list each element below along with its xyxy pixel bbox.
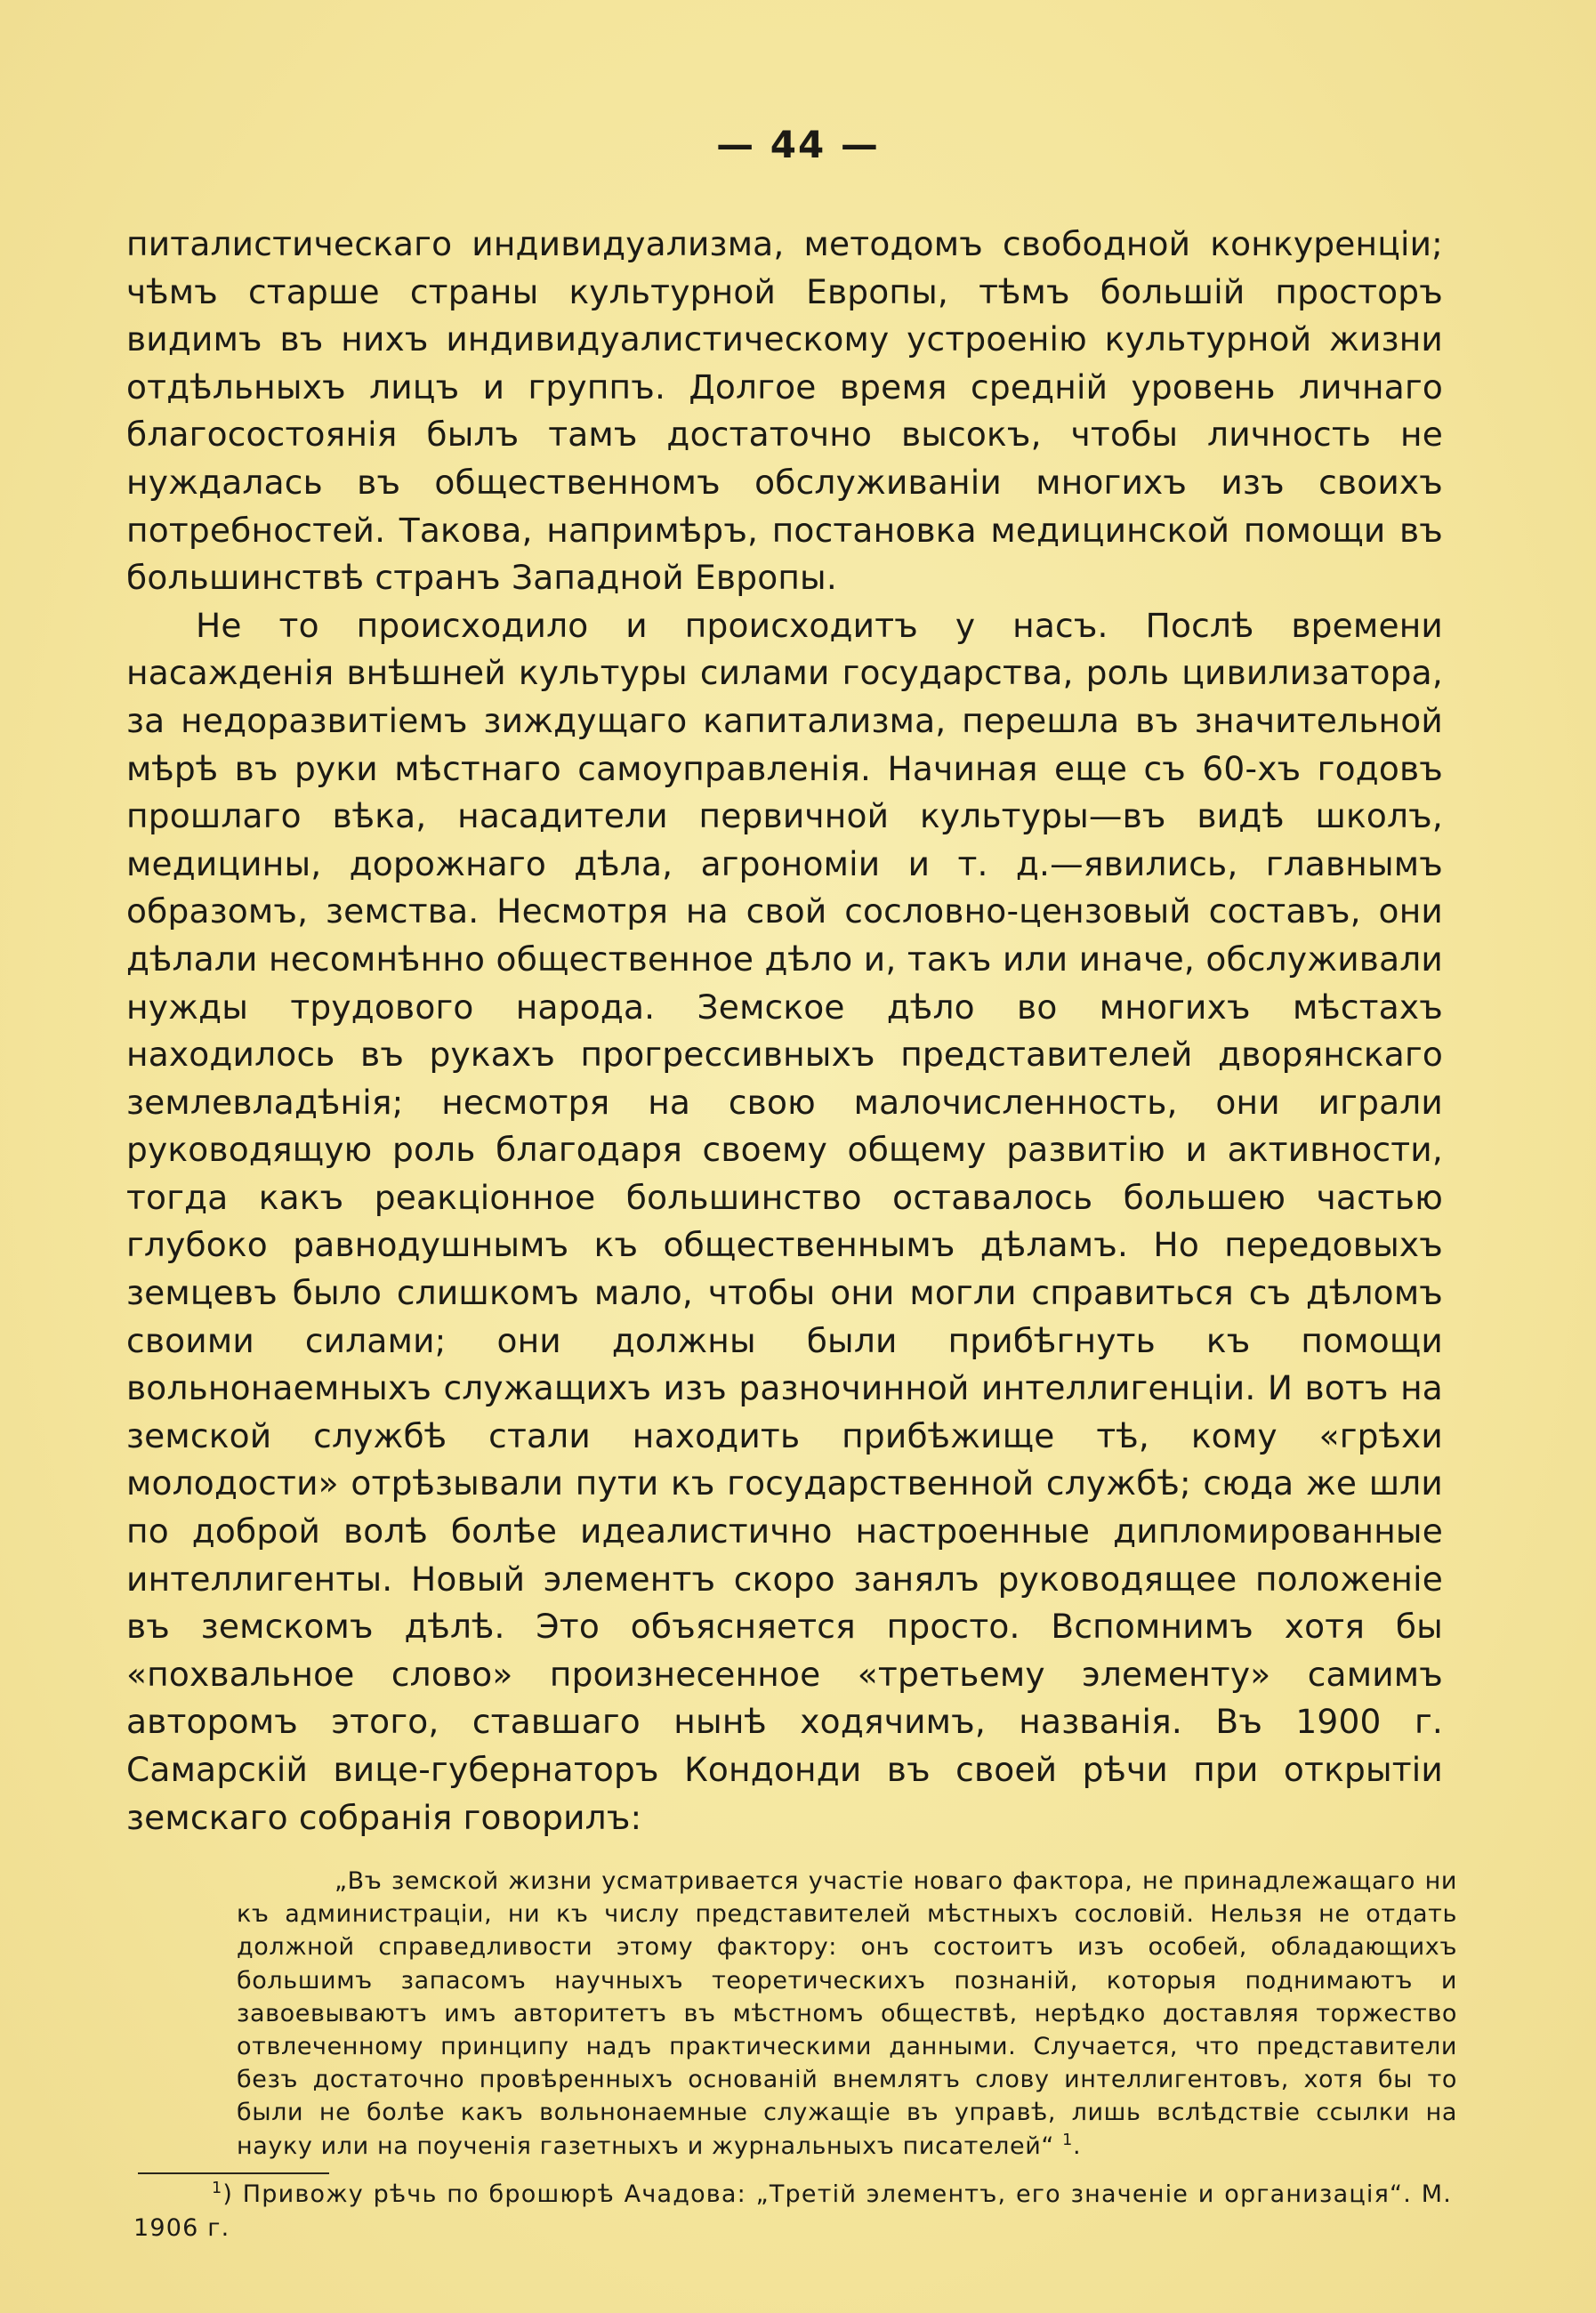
footnote-divider xyxy=(138,2172,329,2174)
footnote-marker: 1 xyxy=(212,2180,223,2197)
quote-body xyxy=(237,1865,1457,2163)
quote-text: „Въ земской жизни усматривается участіе новаго фактора, не принадлежащаго ни къ администраціи, ни къ числу представителей мѣстныхъ сословій. Нельзя не отдать должной справедливости этому фактору: онъ состоитъ изъ особей, обладающихъ большимъ запасомъ научныхъ теоретическихъ познаній, которыя поднимаютъ и завоевываютъ имъ авторитетъ въ мѣстномъ обществѣ, нерѣдко доставляя торжество отвлеченному принципу надъ практическими данными. Случается, что представители безъ достаточно провѣренныхъ основаній внемлятъ слову интеллигентовъ, хотя бы то были не болѣе какъ вольнонаемные служащіе въ управѣ, лишь вслѣдствіе ссылки на науку или на поученія газетныхъ и журнальныхъ писателей“ xyxy=(237,1867,1457,2160)
main-text xyxy=(126,221,1443,1842)
footnote-text: ) Привожу рѣчь по брошюрѣ Ачадова: „Третій элементъ, его значеніе и организація“. М. 1906 г. xyxy=(133,2180,1452,2242)
paragraph-continued: питалистическаго индивидуализма, методомъ свободной конкуренціи; чѣмъ старше страны культурной Европы, тѣмъ большій просторъ видимъ въ нихъ индивидуалистическому устроенію культурной жизни отдѣльныхъ лицъ и группъ. Долгое время средній уровень личнаго благосостоянія былъ тамъ достаточно высокъ, чтобы личность не нуждалась въ общественномъ обслуживаніи многихъ изъ своихъ потребностей. Такова, напримѣръ, постановка медицинской помощи въ большинствѣ странъ Западной Европы. xyxy=(126,224,1443,598)
footnote-reference: 1 xyxy=(1062,2131,1073,2149)
block-quote xyxy=(237,1865,1457,2163)
paragraph: Не то происходило и происходитъ у насъ. Послѣ времени насажденія внѣшней культуры силами государства, роль цивилизатора, за недоразвитіемъ зиждущаго капитализма, перешла въ значительной мѣрѣ въ руки мѣстнаго самоуправленія. Начиная еще съ 60-хъ годовъ прошлаго вѣка, насадители первичной культуры—въ видѣ школъ, медицины, дорожнаго дѣла, агрономіи и т. д.—явились, главнымъ образомъ, земства. Несмотря на свой сословно-цензовый составъ, они дѣлали несомнѣнно общественное дѣло и, такъ или иначе, обслуживали нужды трудового народа. Земское дѣло во многихъ мѣстахъ находилось въ рукахъ прогрессивныхъ представителей дворянскаго землевладѣнія; несмотря на свою малочисленность, они играли руководящую роль благодаря своему общему развитію и активности, тогда какъ реакціонное большинство оставалось большею частью глубоко равнодушнымъ къ общественнымъ дѣламъ. Но передовыхъ земцевъ было слишкомъ мало, чтобы они могли справиться съ дѣломъ своими силами; они должны были прибѣгнуть къ помощи вольнонаемныхъ служащихъ изъ разночинной интеллигенціи. И вотъ на земской службѣ стали находить прибѣжище тѣ, кому «грѣхи молодости» отрѣзывали пути къ государственной службѣ; сюда же шли по доброй волѣ болѣе идеалистично настроенные дипломированные интеллигенты. Новый элементъ скоро занялъ руководящее положеніе въ земскомъ дѣлѣ. Это объясняется просто. Вспомнимъ хотя бы «похвальное слово» произнесенное «третьему элементу» самимъ авторомъ этого, ставшаго нынѣ ходячимъ, названія. Въ 1900 г. Самарскій вице-губернаторъ Кондонди въ своей рѣчи при открытіи земскаго собранія говорилъ: xyxy=(126,605,1443,1837)
page-number: — 44 — xyxy=(716,123,880,166)
footnote xyxy=(133,2178,1452,2245)
quote-end: . xyxy=(1072,2132,1082,2160)
